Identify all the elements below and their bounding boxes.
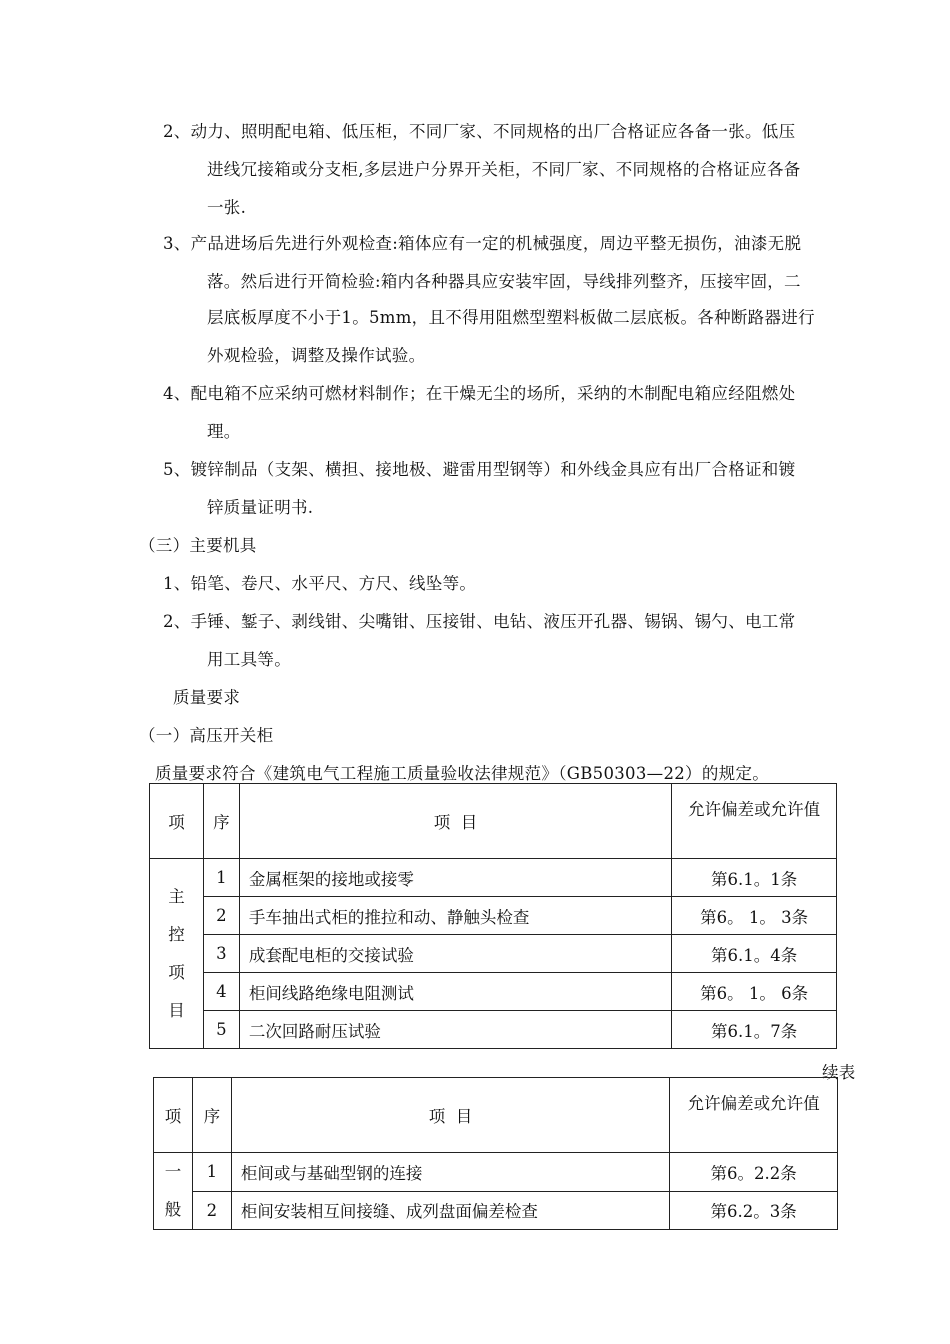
row-value: 第6.1。1条 xyxy=(672,859,837,897)
quality-table-continued xyxy=(153,1077,838,1230)
paragraph-line: 1、铅笔、卷尺、水平尺、方尺、线坠等。 xyxy=(163,574,477,593)
continued-label: 续表 xyxy=(822,1063,856,1082)
row-seq: 2 xyxy=(203,897,239,935)
row-item: 手车抽出式柜的推拉和动、静触头检查 xyxy=(239,897,671,935)
row-value: 第6.2。3条 xyxy=(670,1191,838,1230)
table-header-row xyxy=(154,1078,838,1153)
section-heading: （三）主要机具 xyxy=(139,536,257,555)
header-seq: 序 xyxy=(192,1078,231,1153)
paragraph-line: 3、产品进场后先进行外观检查:箱体应有一定的机械强度，周边平整无损伤，油漆无脱 xyxy=(163,234,802,253)
paragraph-line: 2、动力、照明配电箱、低压柜，不同厂家、不同规格的出厂合格证应各备一张。低压 xyxy=(163,122,796,141)
table-row xyxy=(150,935,837,973)
row-seq: 2 xyxy=(192,1191,231,1230)
row-item: 成套配电柜的交接试验 xyxy=(239,935,671,973)
table-row xyxy=(150,973,837,1011)
group-general: 一 般 xyxy=(154,1153,193,1230)
paragraph-line: 4、配电箱不应采纳可燃材料制作；在干燥无尘的场所，采纳的木制配电箱应经阻燃处 xyxy=(163,384,796,403)
paragraph-line: 锌质量证明书. xyxy=(207,498,314,517)
paragraph-line: 质量要求符合《建筑电气工程施工质量验收法律规范》（GB50303—22）的规定。 xyxy=(155,764,770,783)
paragraph-line: 5、镀锌制品（支架、横担、接地极、避雷用型钢等）和外线金具应有出厂合格证和镀 xyxy=(163,460,796,479)
paragraph-line: 理。 xyxy=(207,422,241,441)
table-row xyxy=(150,859,837,897)
row-item: 柜间或与基础型钢的连接 xyxy=(231,1153,669,1192)
header-value: 允许偏差或允许值 xyxy=(670,1078,838,1153)
row-value: 第6.1。7条 xyxy=(672,1011,837,1049)
group-main-control: 主 控 项 目 xyxy=(150,859,204,1049)
section-heading: （一）高压开关柜 xyxy=(139,726,274,745)
header-value: 允许偏差或允许值 xyxy=(672,784,837,859)
header-category: 项 xyxy=(150,784,204,859)
table-row xyxy=(154,1191,838,1230)
row-item: 柜间线路绝缘电阻测试 xyxy=(239,973,671,1011)
paragraph-line: 外观检验，调整及操作试验。 xyxy=(207,346,426,365)
row-seq: 1 xyxy=(192,1153,231,1192)
row-seq: 4 xyxy=(203,973,239,1011)
paragraph-line: 落。然后进行开简检验:箱内各种器具应安装牢固，导线排列整齐，压接牢固，二 xyxy=(207,272,801,291)
row-value: 第6。 1。 3条 xyxy=(672,897,837,935)
quality-table-main xyxy=(149,783,837,1049)
header-item: 项 目 xyxy=(231,1078,669,1153)
header-item: 项 目 xyxy=(239,784,671,859)
table-row xyxy=(150,1011,837,1049)
table-row xyxy=(150,897,837,935)
table-header-row xyxy=(150,784,837,859)
row-item: 柜间安装相互间接缝、成列盘面偏差检查 xyxy=(231,1191,669,1230)
row-value: 第6。 1。 6条 xyxy=(672,973,837,1011)
row-seq: 5 xyxy=(203,1011,239,1049)
paragraph-line: 进线冗接箱或分支柜,多层进户分界开关柜，不同厂家、不同规格的合格证应各备 xyxy=(207,160,801,179)
header-seq: 序 xyxy=(203,784,239,859)
paragraph-line: 层底板厚度不小于1。5mm，且不得用阻燃型塑料板做二层底板。各种断路器进行 xyxy=(207,308,815,327)
row-seq: 1 xyxy=(203,859,239,897)
table-row xyxy=(154,1153,838,1192)
row-item: 二次回路耐压试验 xyxy=(239,1011,671,1049)
header-category: 项 xyxy=(154,1078,193,1153)
paragraph-line: 2、手锤、錾子、剥线钳、尖嘴钳、压接钳、电钻、液压开孔器、锡锅、锡勺、电工常 xyxy=(163,612,796,631)
row-value: 第6.1。4条 xyxy=(672,935,837,973)
row-value: 第6。2.2条 xyxy=(670,1153,838,1192)
row-item: 金属框架的接地或接零 xyxy=(239,859,671,897)
section-heading: 质量要求 xyxy=(173,688,241,707)
row-seq: 3 xyxy=(203,935,239,973)
paragraph-line: 一张. xyxy=(207,198,247,217)
paragraph-line: 用工具等。 xyxy=(207,650,291,669)
